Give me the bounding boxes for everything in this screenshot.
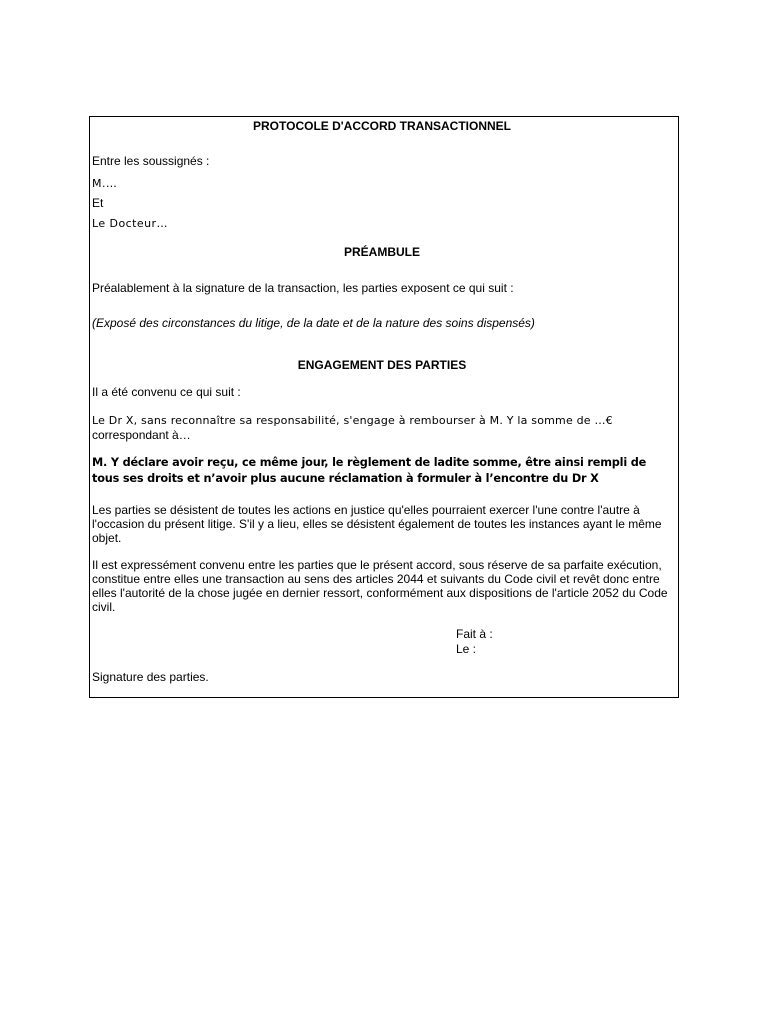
engagement-intro: Il a été convenu ce qui suit : bbox=[92, 385, 241, 399]
withdrawal-paragraph: Les parties se désistent de toutes les actions en justice qu'elles pourraient exercer l'une contre l'autre à l'occasion du présent litige. S'il y a lieu, elles se désistent également de toutes les instances ayant le même objet. bbox=[92, 503, 662, 545]
signature-line: Signature des parties. bbox=[92, 670, 209, 684]
preamble-heading: PRÉAMBULE bbox=[343, 245, 420, 259]
party-two: Le Docteur… bbox=[92, 217, 168, 230]
reimbursement-line-2: correspondant à… bbox=[92, 428, 191, 442]
document-title: PROTOCOLE D'ACCORD TRANSACTIONNEL bbox=[253, 119, 511, 133]
preamble-intro: Préalablement à la signature de la transaction, les parties exposent ce qui suit : bbox=[92, 281, 514, 295]
and-text: Et bbox=[92, 196, 104, 210]
place-field: Fait à : bbox=[456, 627, 493, 641]
engagement-heading: ENGAGEMENT DES PARTIES bbox=[297, 358, 467, 372]
agreement-paragraph: Il est expressément convenu entre les parties que le présent accord, sous réserve de sa parfaite exécution, constitue entre elles une transaction au sens des articles 2044 et suivants du Code civil et revêt donc entre elles l'autorité de la chose jugée en dernier ressort, conformément aux dispositions de l'article 2052 du Code civil. bbox=[92, 558, 668, 614]
preamble-details: (Exposé des circonstances du litige, de la date et de la nature des soins dispensés) bbox=[92, 316, 535, 330]
date-field: Le : bbox=[456, 642, 477, 656]
declaration-paragraph: M. Y déclare avoir reçu, ce même jour, le règlement de ladite somme, être ainsi rempli de tous ses droits et n’avoir plus aucune réclamation à formuler à l’encontre du Dr X bbox=[92, 456, 647, 485]
party-one: M.… bbox=[92, 177, 118, 190]
document-box bbox=[89, 116, 679, 698]
reimbursement-line-1: Le Dr X, sans reconnaître sa responsabilité, s'engage à rembourser à M. Y la somme de …€ bbox=[92, 414, 613, 427]
parties-intro: Entre les soussignés : bbox=[92, 154, 210, 168]
